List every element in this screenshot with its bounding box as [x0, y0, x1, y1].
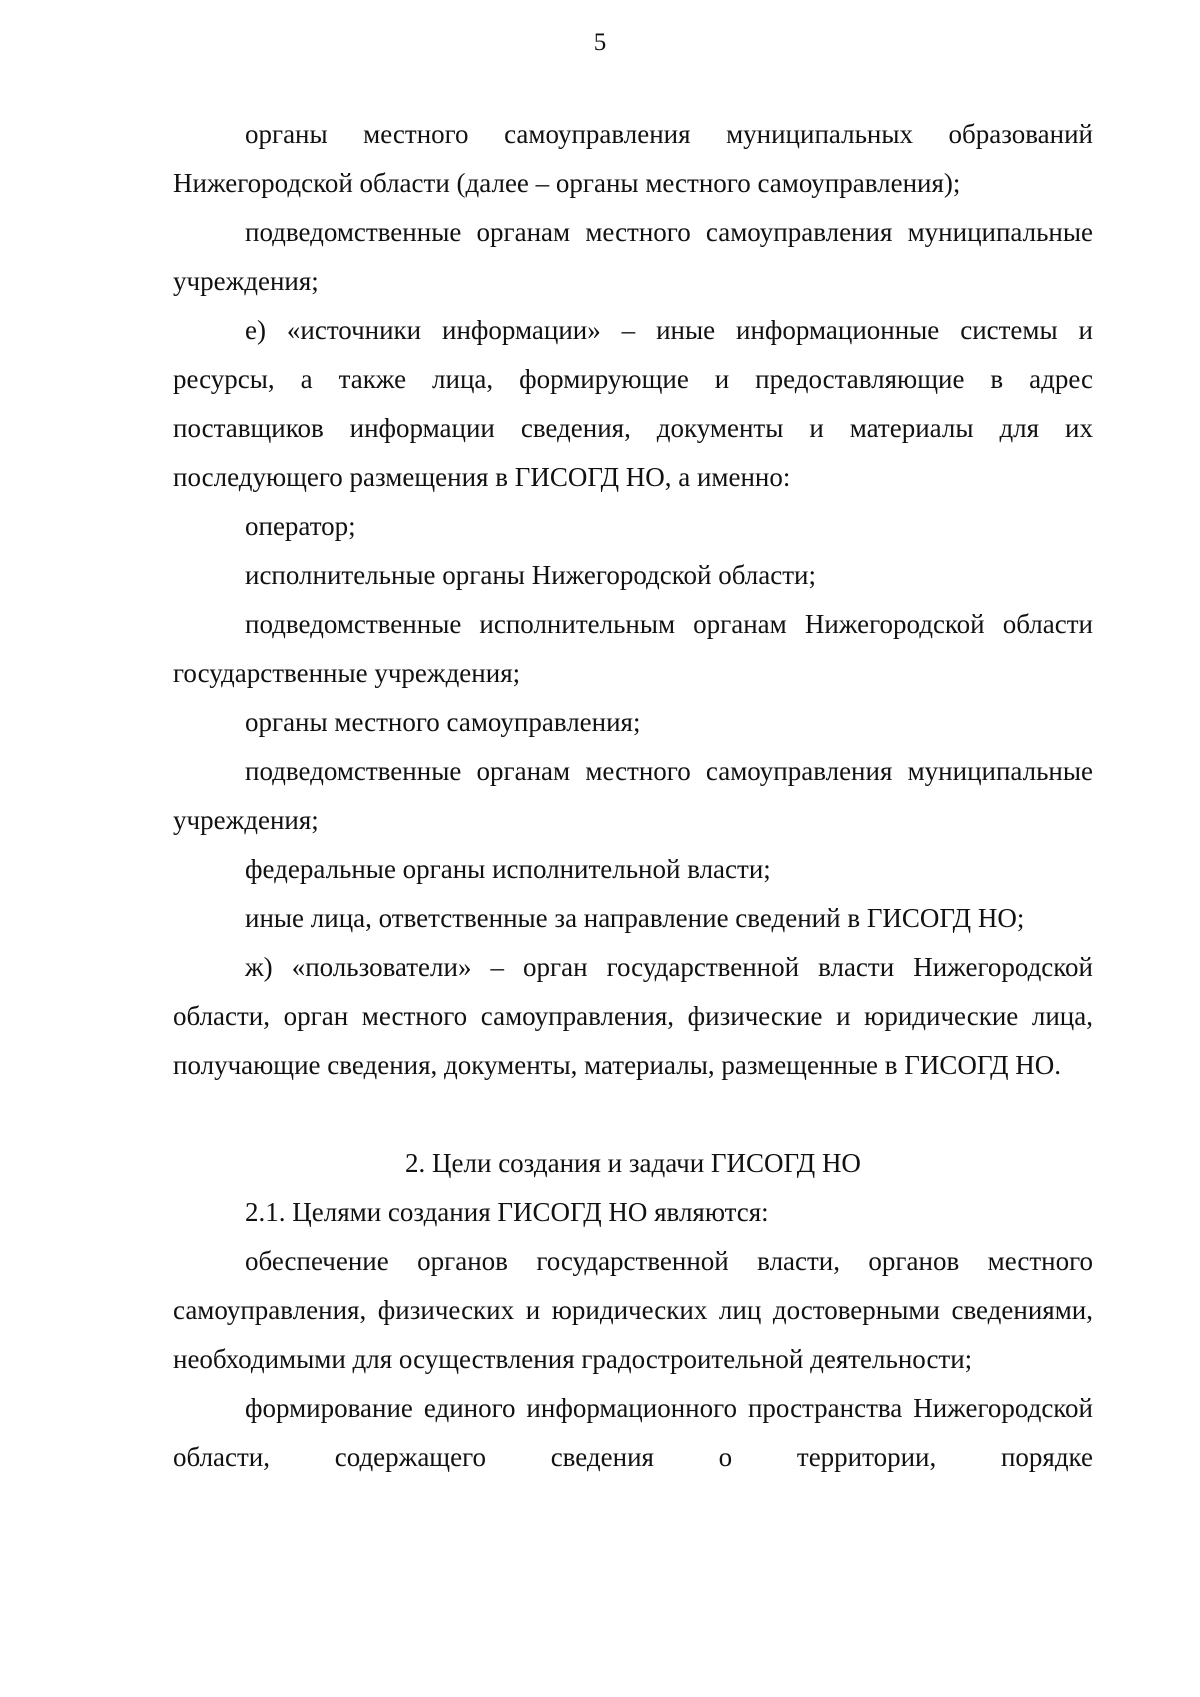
page-number: 5 [593, 29, 607, 56]
paragraph: иные лица, ответственные за направление сведений в ГИСОГД НО; [245, 903, 1025, 933]
section-spacer [173, 1090, 1093, 1139]
paragraph: ж) «пользователи» – орган государственной власти Нижегородской области, орган местного самоуправления, физические и юридические лица, получающие сведения, документы, материалы, размещенные в ГИСОГД НО. [173, 952, 1093, 1080]
paragraph: формирование единого информационного пространства Нижегородской области, содержащего сведения о территории, порядке [173, 1393, 1093, 1472]
paragraph: подведомственные исполнительным органам Нижегородской области государственные учреждения; [173, 609, 1093, 688]
paragraph: е) «источники информации» – иные информационные системы и ресурсы, а также лица, формирующие и предоставляющие в адрес поставщиков информации сведения, документы и материалы для их последующего размещения в ГИСОГД НО, а именно: [173, 315, 1093, 492]
paragraph: обеспечение органов государственной власти, органов местного самоуправления, физических и юридических лиц достоверными сведениями, необходимыми для осуществления градостроительной деятельности; [173, 1246, 1093, 1374]
paragraph: органы местного самоуправления муниципальных образований Нижегородской области (далее – органы местного самоуправления); [173, 119, 1093, 198]
paragraph: оператор; [245, 511, 356, 541]
paragraph: федеральные органы исполнительной власти; [245, 854, 771, 884]
paragraph: органы местного самоуправления; [245, 707, 641, 737]
paragraph: исполнительные органы Нижегородской области; [245, 560, 816, 590]
paragraph: подведомственные органам местного самоуправления муниципальные учреждения; [173, 756, 1093, 835]
section-heading: 2. Цели создания и задачи ГИСОГД НО [405, 1148, 861, 1178]
document-body [173, 110, 1093, 1482]
paragraph: 2.1. Целями создания ГИСОГД НО являются: [245, 1197, 769, 1227]
paragraph: подведомственные органам местного самоуправления муниципальные учреждения; [173, 217, 1093, 296]
